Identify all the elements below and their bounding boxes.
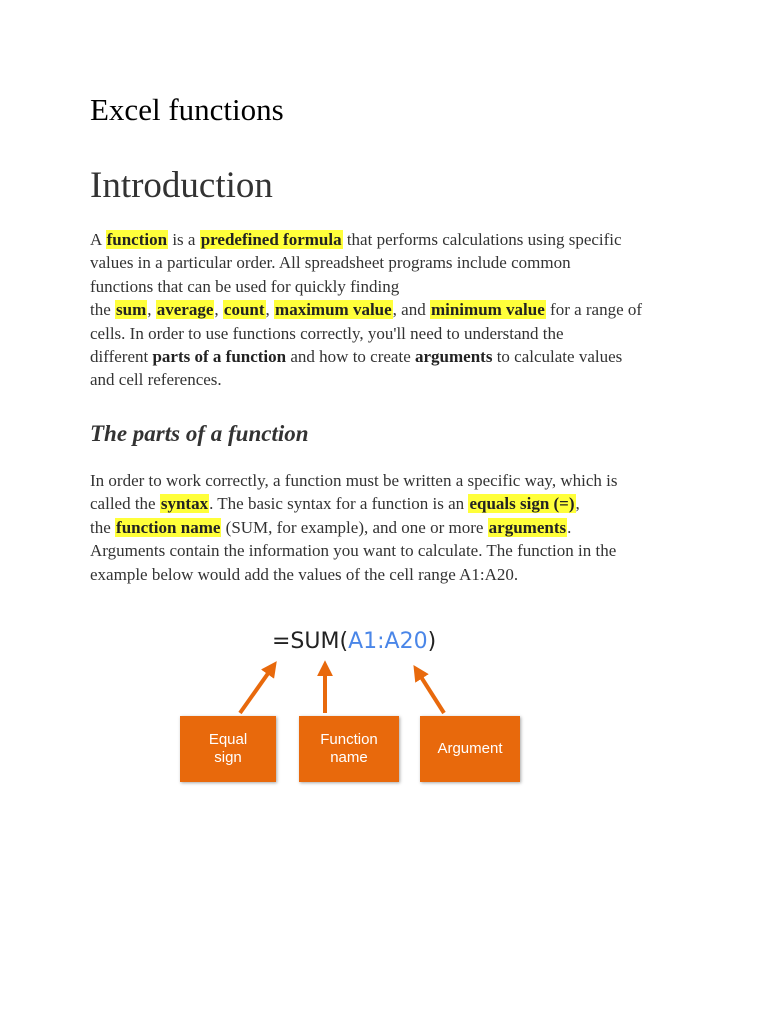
highlight-count: count — [223, 300, 265, 320]
highlight-arguments: arguments — [488, 517, 567, 537]
highlight-average: average — [156, 300, 214, 320]
syntax-line: Arguments contain the information you want to calculate. The function in the — [90, 541, 617, 561]
highlight-minimum-value: minimum value — [430, 300, 545, 320]
intro-line: and cell references. — [90, 370, 222, 390]
label-box-function-name: Function name — [299, 716, 399, 782]
highlight-function: function — [106, 230, 168, 249]
label-box-argument: Argument — [420, 716, 520, 782]
arrow-to-argument — [416, 669, 444, 713]
bold-parts-of-a-function: parts of a function — [152, 347, 287, 367]
intro-line: different parts of a function and how to create arguments to calculate values — [90, 347, 623, 367]
syntax-line: called the syntax. The basic syntax for a function is an equals sign (=), — [90, 494, 580, 514]
document-title: Excel functions — [90, 92, 284, 127]
function-syntax-diagram — [170, 625, 530, 795]
formula-argument: A1:A20 — [348, 629, 428, 654]
intro-line: A function is a predefined formula that performs calculations using specific — [90, 230, 622, 249]
intro-line: functions that can be used for quickly finding — [90, 276, 400, 296]
arrow-to-equal-sign — [240, 665, 274, 713]
syntax-line: the function name (SUM, for example), and one or more arguments. — [90, 517, 572, 537]
syntax-paragraph — [90, 469, 680, 586]
diagram-arrows — [170, 625, 530, 725]
intro-line: values in a particular order. All spreadsheet programs include common — [90, 253, 571, 273]
highlight-function-name: function name — [116, 517, 221, 537]
highlight-sum: sum — [116, 300, 147, 320]
intro-paragraph — [90, 228, 680, 392]
bold-arguments: arguments — [415, 347, 493, 367]
subheading-parts-of-a-function: The parts of a function — [90, 421, 309, 446]
formula-prefix: =SUM( — [272, 629, 349, 654]
syntax-line: example below would add the values of the cell range A1:A20. — [90, 564, 519, 584]
syntax-line: In order to work correctly, a function must be written a specific way, which is — [90, 471, 618, 490]
label-box-equal-sign: Equal sign — [180, 716, 276, 782]
intro-line: the sum, average, count, maximum value, and minimum value for a range of — [90, 300, 643, 320]
intro-line: cells. In order to use functions correctly, you'll need to understand the — [90, 323, 564, 343]
highlight-syntax: syntax — [160, 494, 209, 514]
section-heading-introduction: Introduction — [90, 165, 273, 206]
highlight-predefined-formula: predefined formula — [200, 230, 342, 249]
highlight-equals-sign: equals sign (=) — [469, 494, 575, 514]
highlight-maximum-value: maximum value — [275, 300, 392, 320]
formula-suffix: ) — [427, 629, 437, 654]
